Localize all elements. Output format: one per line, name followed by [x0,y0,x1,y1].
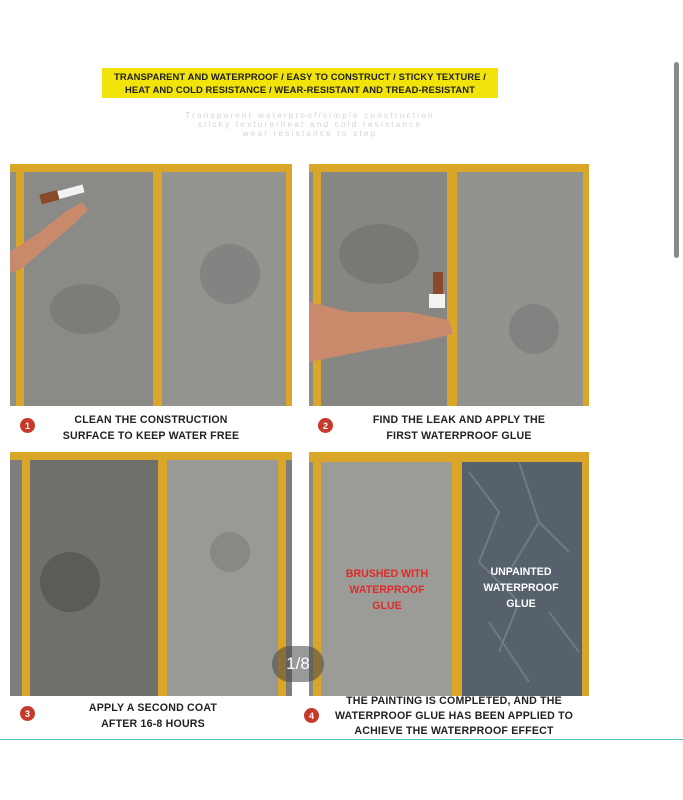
scrollbar[interactable] [674,62,679,258]
step-3-text: APPLY A SECOND COAT AFTER 16-8 HOURS [88,702,218,730]
step-1-caption [20,412,267,444]
brushed-label: BRUSHED WITH WATERPROOF GLUE [345,568,429,612]
step-4-text: THE PAINTING IS COMPLETED, AND THE WATERPROOF GLUE HAS BEEN APPLIED TO ACHIEVE THE WATERPROOF EFFECT [334,695,574,737]
subtext: Transparent waterproof/simple construction sticky texture/heat and cold resistance wear resistance to step [185,111,435,138]
hand-with-brush-icon [309,272,469,372]
unpainted-label: UNPAINTED WATERPROOF GLUE [483,566,559,610]
step-2-badge: 2 [318,418,333,433]
step-2-text: FIND THE LEAK AND APPLY THE FIRST WATERPROOF GLUE [372,414,546,442]
step-4-badge: 4 [304,708,319,723]
step-1-image [10,164,292,406]
image-counter: 1/8 [272,646,324,682]
step-2-caption [318,412,585,444]
step-3-caption [20,700,271,732]
divider [0,739,683,740]
step-4-caption [304,694,589,739]
step-3-badge: 3 [20,706,35,721]
headline-banner: TRANSPARENT AND WATERPROOF / EASY TO CONSTRUCT / STICKY TEXTURE / HEAT AND COLD RESISTANCE / WEAR-RESISTANT AND TREAD-RESISTANT [102,68,498,98]
step-4-image [309,452,589,696]
step-2-image [309,164,589,406]
step-1-text: CLEAN THE CONSTRUCTION SURFACE TO KEEP WATER FREE [62,414,240,442]
step-3-image [10,452,292,696]
hand-with-brush-icon [10,174,100,274]
step-1-badge: 1 [20,418,35,433]
